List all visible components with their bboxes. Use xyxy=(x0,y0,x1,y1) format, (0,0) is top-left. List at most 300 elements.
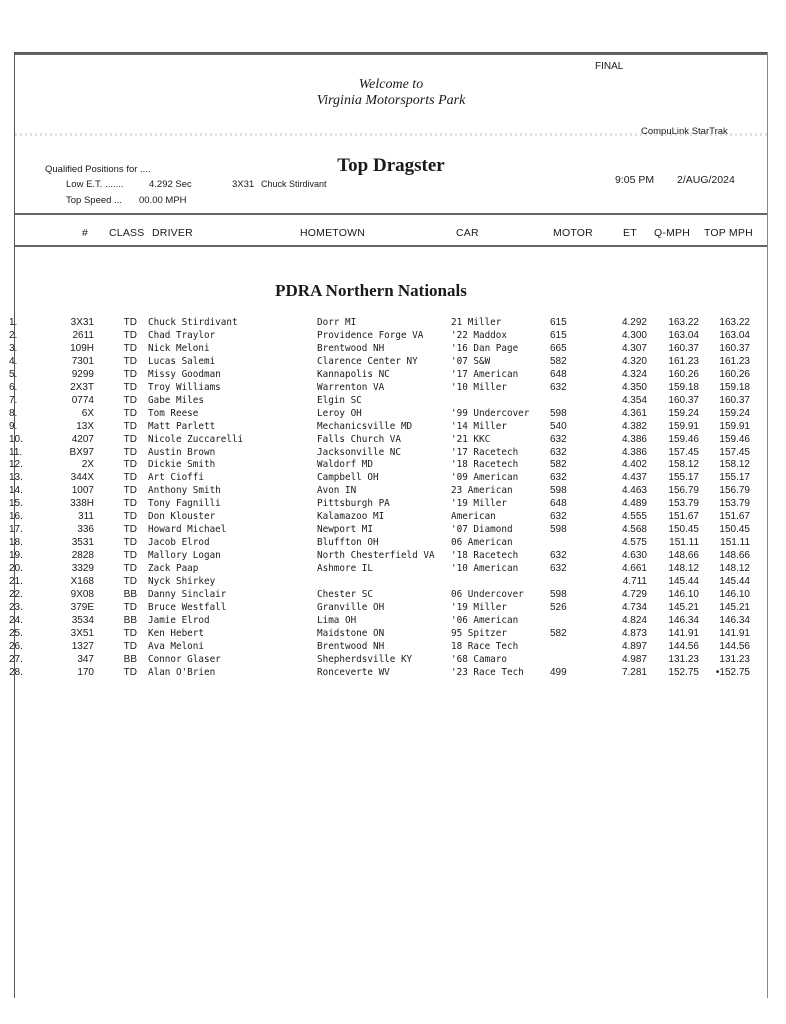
cell-car: 06 American xyxy=(451,537,513,549)
cell-class: TD xyxy=(123,524,137,536)
cell-car-number: 1007 xyxy=(71,485,94,497)
cell-qmph: 152.75 xyxy=(668,666,699,678)
cell-top-mph: 163.04 xyxy=(719,329,750,341)
cell-position: 14. xyxy=(9,485,23,497)
cell-motor: 540 xyxy=(550,420,567,432)
cell-position: 21. xyxy=(9,576,23,587)
cell-driver: Nick Meloni xyxy=(148,342,210,354)
cell-et: 4.300 xyxy=(621,329,647,341)
cell-qmph: 156.79 xyxy=(668,485,699,497)
col-num: # xyxy=(82,227,89,239)
category-title: Top Dragster xyxy=(337,155,445,176)
cell-et: 4.402 xyxy=(621,459,647,471)
cell-motor: 598 xyxy=(550,588,567,600)
cell-driver: Howard Michael xyxy=(148,524,227,536)
cell-position: 17. xyxy=(9,524,23,536)
cell-car: '18 Racetech xyxy=(451,550,519,562)
cell-position: 11. xyxy=(9,446,23,458)
top-speed-label: Top Speed ... xyxy=(66,195,122,206)
cell-driver: Austin Brown xyxy=(148,446,216,458)
cell-hometown: Maidstone ON xyxy=(317,627,385,639)
cell-qmph: 157.45 xyxy=(668,446,699,458)
cell-hometown: Ashmore IL xyxy=(317,563,373,575)
cell-driver: Dickie Smith xyxy=(148,459,216,471)
cell-top-mph: 146.34 xyxy=(719,614,750,626)
cell-driver: Danny Sinclair xyxy=(148,588,227,600)
cell-car-number: 2X3T xyxy=(70,381,94,393)
cell-hometown: Newport MI xyxy=(317,524,373,536)
cell-car-number: 1327 xyxy=(71,640,94,652)
cell-car-number: 3531 xyxy=(71,537,94,549)
cell-position: 24. xyxy=(9,614,23,626)
cell-car: 18 Race Tech xyxy=(451,640,519,652)
top-speed-value: 00.00 MPH xyxy=(139,195,187,206)
cell-top-mph: 146.10 xyxy=(719,588,750,600)
cell-motor: 526 xyxy=(550,601,567,613)
cell-qmph: 159.46 xyxy=(668,433,699,445)
report-date: 2/AUG/2024 xyxy=(677,174,735,186)
cell-driver: Alan O'Brien xyxy=(148,666,216,678)
cell-car-number: 6X xyxy=(81,407,94,419)
cell-et: 4.873 xyxy=(621,627,647,639)
cell-motor: 598 xyxy=(550,485,567,497)
cell-hometown: Lima OH xyxy=(317,614,357,626)
cell-class: TD xyxy=(123,640,137,652)
cell-class: TD xyxy=(123,563,137,575)
cell-top-mph: 159.46 xyxy=(719,433,750,445)
cell-position: 20. xyxy=(9,563,23,575)
cell-et: 4.292 xyxy=(621,317,647,328)
cell-car: '99 Undercover xyxy=(451,407,530,419)
cell-top-mph: 156.79 xyxy=(719,485,750,497)
cell-car-number: 347 xyxy=(77,653,94,665)
cell-top-mph: 145.21 xyxy=(719,601,750,613)
top-rule xyxy=(15,53,767,55)
cell-top-mph: 159.91 xyxy=(719,420,750,432)
cell-class: TD xyxy=(123,317,137,328)
cell-qmph: 155.17 xyxy=(668,472,699,484)
cell-driver: Connor Glaser xyxy=(148,653,221,665)
table-row xyxy=(9,588,767,601)
col-class: CLASS xyxy=(109,227,145,239)
cell-hometown: Kannapolis NC xyxy=(317,368,390,380)
cell-position: 7. xyxy=(9,394,18,406)
cell-motor: 499 xyxy=(550,666,567,678)
cell-class: TD xyxy=(123,368,137,380)
cell-driver: Tom Reese xyxy=(148,407,199,419)
cell-qmph: 159.18 xyxy=(668,381,699,393)
cell-class: TD xyxy=(123,498,137,510)
cell-motor: 632 xyxy=(550,472,567,484)
cell-car: American xyxy=(451,511,496,523)
cell-hometown: Ronceverte WV xyxy=(317,666,390,678)
table-row xyxy=(9,653,767,666)
col-hometown: HOMETOWN xyxy=(300,227,365,239)
table-row xyxy=(9,446,767,459)
cell-et: 4.324 xyxy=(621,368,647,380)
cell-class: TD xyxy=(123,446,137,458)
cell-car-number: 4207 xyxy=(71,433,94,445)
cell-qmph: 159.24 xyxy=(668,407,699,419)
cell-car-number: 379E xyxy=(70,601,94,613)
cell-top-mph: 163.22 xyxy=(719,317,750,328)
col-topmph: TOP MPH xyxy=(704,227,753,239)
cell-et: 4.437 xyxy=(621,472,647,484)
cell-car-number: 13X xyxy=(76,420,94,432)
cell-qmph: 141.91 xyxy=(668,627,699,639)
cell-driver: Matt Parlett xyxy=(148,420,216,432)
cell-motor: 598 xyxy=(550,407,567,419)
cell-car: '16 Dan Page xyxy=(451,342,519,354)
cell-driver: Jacob Elrod xyxy=(148,537,210,549)
cell-top-mph: 160.37 xyxy=(719,394,750,406)
cell-hometown: Elgin SC xyxy=(317,394,362,406)
col-car: CAR xyxy=(456,227,479,239)
qualified-label: Qualified Positions for .... xyxy=(45,164,151,175)
cell-et: 4.489 xyxy=(621,498,647,510)
cell-car-number: BX97 xyxy=(69,446,94,458)
cell-et: 4.386 xyxy=(621,446,647,458)
low-et-driver: Chuck Stirdivant xyxy=(261,179,327,189)
cell-class: TD xyxy=(123,627,137,639)
cell-hometown: Clarence Center NY xyxy=(317,355,418,367)
cell-hometown: Granville OH xyxy=(317,601,385,613)
cell-position: 6. xyxy=(9,381,18,393)
cell-hometown: Falls Church VA xyxy=(317,433,401,445)
cell-hometown: Mechanicsville MD xyxy=(317,420,413,432)
cell-hometown: Providence Forge VA xyxy=(317,329,424,341)
cell-class: TD xyxy=(123,485,137,497)
table-row xyxy=(9,627,767,640)
cell-top-mph: 155.17 xyxy=(719,472,750,484)
cell-car-number: X168 xyxy=(70,576,94,587)
cell-qmph: 151.11 xyxy=(669,537,699,549)
low-et-value: 4.292 Sec xyxy=(149,179,192,190)
low-et-label: Low E.T. ....... xyxy=(66,179,124,190)
cell-top-mph: 145.44 xyxy=(719,576,750,587)
cell-position: 8. xyxy=(9,407,18,419)
cell-hometown: Pittsburgh PA xyxy=(317,498,390,510)
table-row xyxy=(9,420,767,433)
cell-motor: 582 xyxy=(550,459,567,471)
cell-class: TD xyxy=(123,601,137,613)
table-row xyxy=(9,511,767,523)
cell-driver: Art Cioffi xyxy=(148,472,204,484)
cell-top-mph: 159.24 xyxy=(719,407,750,419)
cell-position: 19. xyxy=(9,550,23,562)
cell-class: TD xyxy=(123,433,137,445)
cell-driver: Mallory Logan xyxy=(148,550,221,562)
cell-position: 1. xyxy=(9,317,18,328)
cell-car-number: 3534 xyxy=(71,614,94,626)
cell-car: '68 Camaro xyxy=(451,653,507,665)
track-name: Virginia Motorsports Park xyxy=(316,93,466,108)
cell-driver: Jamie Elrod xyxy=(148,614,210,626)
cell-qmph: 163.04 xyxy=(668,329,699,341)
cell-et: 4.987 xyxy=(621,653,647,665)
cell-position: 25. xyxy=(9,627,23,639)
cell-position: 9. xyxy=(9,420,18,432)
cell-motor: 632 xyxy=(550,433,567,445)
col-et: ET xyxy=(623,227,637,239)
cell-car: '09 American xyxy=(451,472,519,484)
cell-class: TD xyxy=(123,381,137,393)
cell-car: '10 Miller xyxy=(451,381,507,393)
cell-car-number: 311 xyxy=(78,511,94,523)
cell-hometown: Warrenton VA xyxy=(317,381,385,393)
cell-top-mph: 141.91 xyxy=(719,627,750,639)
table-row xyxy=(9,485,767,497)
low-et-car: 3X31 xyxy=(232,179,255,190)
cell-position: 23. xyxy=(9,601,23,613)
cell-top-mph: 148.66 xyxy=(719,550,750,562)
cell-driver: Don Klouster xyxy=(148,511,216,523)
cell-qmph: 148.66 xyxy=(668,550,699,562)
cell-top-mph: 150.45 xyxy=(719,524,750,536)
event-title: PDRA Northern Nationals xyxy=(275,281,467,300)
results-sheet xyxy=(9,52,768,998)
cell-motor: 615 xyxy=(550,317,567,328)
cell-qmph: 146.10 xyxy=(668,588,699,600)
cell-driver: Nyck Shirkey xyxy=(148,576,216,587)
cell-top-mph: •152.75 xyxy=(715,666,750,678)
cell-qmph: 148.12 xyxy=(668,563,699,575)
table-row xyxy=(9,614,767,627)
cell-position: 16. xyxy=(9,511,23,523)
cell-et: 4.382 xyxy=(621,420,647,432)
cell-class: TD xyxy=(123,420,137,432)
cell-hometown: Dorr MI xyxy=(317,317,357,328)
cell-position: 3. xyxy=(9,342,18,354)
cell-qmph: 150.45 xyxy=(668,524,699,536)
cell-et: 4.661 xyxy=(621,563,647,575)
cell-car: '07 Diamond xyxy=(451,524,513,536)
cell-driver: Ava Meloni xyxy=(148,640,204,652)
cell-car: '06 American xyxy=(451,614,519,626)
cell-car: 23 American xyxy=(451,485,513,497)
cell-hometown: Campbell OH xyxy=(317,472,379,484)
table-row xyxy=(9,601,767,614)
cell-car: '22 Maddox xyxy=(451,329,507,341)
table-row xyxy=(9,640,767,653)
cell-motor: 632 xyxy=(550,511,567,523)
cell-driver: Tony Fagnilli xyxy=(148,498,221,510)
cell-car: '21 KKC xyxy=(451,433,491,445)
cell-position: 4. xyxy=(9,355,18,367)
cell-car-number: 2828 xyxy=(71,550,94,562)
table-row xyxy=(9,355,767,368)
cell-car: 06 Undercover xyxy=(451,588,524,600)
cell-car-number: 344X xyxy=(70,472,94,484)
cell-class: TD xyxy=(123,394,137,406)
cell-hometown: Leroy OH xyxy=(317,407,362,419)
cell-top-mph: 161.23 xyxy=(719,355,750,367)
cell-driver: Zack Paap xyxy=(148,563,199,575)
cell-qmph: 145.44 xyxy=(668,576,699,587)
brand-label: CompuLink StarTrak xyxy=(641,126,728,137)
cell-class: TD xyxy=(123,537,137,549)
cell-car-number: 3329 xyxy=(71,563,94,575)
cell-position: 10. xyxy=(9,433,23,445)
cell-driver: Bruce Westfall xyxy=(148,601,227,613)
cell-top-mph: 153.79 xyxy=(719,498,750,510)
cell-motor: 598 xyxy=(550,524,567,536)
cell-top-mph: 148.12 xyxy=(719,563,750,575)
cell-car: '17 American xyxy=(451,368,519,380)
cell-class: TD xyxy=(123,576,137,587)
cell-motor: 582 xyxy=(550,627,567,639)
table-row xyxy=(9,381,767,394)
cell-car: '19 Miller xyxy=(451,601,507,613)
cell-position: 5. xyxy=(9,368,18,380)
cell-motor: 648 xyxy=(550,498,567,510)
cell-hometown: Brentwood NH xyxy=(317,640,385,652)
cell-et: 4.575 xyxy=(621,537,647,549)
cell-et: 7.281 xyxy=(621,666,647,678)
col-qmph: Q-MPH xyxy=(654,227,690,239)
cell-qmph: 160.37 xyxy=(668,394,699,406)
cell-top-mph: 160.26 xyxy=(719,368,750,380)
col-driver: DRIVER xyxy=(152,227,193,239)
cell-position: 2. xyxy=(9,329,18,341)
cell-qmph: 160.26 xyxy=(668,368,699,380)
cell-et: 4.897 xyxy=(621,640,647,652)
cell-qmph: 153.79 xyxy=(668,498,699,510)
cell-hometown: Chester SC xyxy=(317,588,373,600)
cell-et: 4.729 xyxy=(621,588,647,600)
cell-qmph: 161.23 xyxy=(668,355,699,367)
cell-qmph: 146.34 xyxy=(668,614,699,626)
cell-qmph: 158.12 xyxy=(668,459,699,471)
cell-et: 4.350 xyxy=(621,381,647,393)
cell-et: 4.824 xyxy=(621,614,647,626)
cell-hometown: Shepherdsville KY xyxy=(317,653,413,665)
cell-top-mph: 151.67 xyxy=(719,511,750,523)
cell-hometown: Bluffton OH xyxy=(317,537,379,549)
cell-top-mph: 131.23 xyxy=(719,653,750,665)
cell-car-number: 3X51 xyxy=(70,627,94,639)
cell-class: TD xyxy=(123,342,137,354)
cell-driver: Missy Goodman xyxy=(148,368,221,380)
cell-et: 4.568 xyxy=(621,524,647,536)
table-row xyxy=(9,459,767,471)
cell-car: '19 Miller xyxy=(451,498,507,510)
cell-hometown: Jacksonville NC xyxy=(317,446,401,458)
table-row xyxy=(9,666,767,679)
cell-position: 22. xyxy=(9,588,23,600)
cell-motor: 632 xyxy=(550,550,567,562)
cell-motor: 648 xyxy=(550,368,567,380)
cell-et: 4.307 xyxy=(621,342,647,354)
cell-top-mph: 160.37 xyxy=(719,342,750,354)
cell-driver: Chuck Stirdivant xyxy=(148,317,238,328)
cell-top-mph: 159.18 xyxy=(719,381,750,393)
cell-position: 13. xyxy=(9,472,23,484)
cell-class: BB xyxy=(123,588,137,600)
table-row xyxy=(9,342,767,355)
cell-hometown: North Chesterfield VA xyxy=(317,550,435,562)
table-row xyxy=(9,368,767,381)
cell-driver: Ken Hebert xyxy=(148,627,204,639)
cell-hometown: Brentwood NH xyxy=(317,342,385,354)
cell-hometown: Kalamazoo MI xyxy=(317,511,385,523)
cell-position: 28. xyxy=(9,666,23,678)
cell-qmph: 131.23 xyxy=(668,653,699,665)
cell-car-number: 338H xyxy=(70,498,94,510)
cell-top-mph: 151.11 xyxy=(720,537,750,549)
cell-car-number: 3X31 xyxy=(70,317,94,328)
cell-car-number: 109H xyxy=(70,342,94,354)
table-row xyxy=(9,563,767,575)
cell-motor: 582 xyxy=(550,355,567,367)
cell-driver: Nicole Zuccarelli xyxy=(148,433,244,445)
cell-class: TD xyxy=(123,355,137,367)
cell-driver: Anthony Smith xyxy=(148,485,221,497)
cell-et: 4.386 xyxy=(621,433,647,445)
cell-qmph: 160.37 xyxy=(668,342,699,354)
table-row xyxy=(9,537,767,549)
cell-motor: 665 xyxy=(550,342,567,354)
cell-car-number: 2611 xyxy=(72,329,94,341)
cell-car: '23 Race Tech xyxy=(451,666,524,678)
table-row xyxy=(9,524,767,536)
cell-hometown: Avon IN xyxy=(317,485,357,497)
table-row xyxy=(9,550,767,562)
col-motor: MOTOR xyxy=(553,227,593,239)
cell-et: 4.320 xyxy=(621,355,647,367)
table-row xyxy=(9,433,767,446)
cell-class: TD xyxy=(123,666,137,678)
cell-driver: Chad Traylor xyxy=(148,329,216,341)
cell-car: '07 S&W xyxy=(451,355,491,367)
table-row xyxy=(9,329,767,342)
cell-driver: Gabe Miles xyxy=(148,394,204,406)
cell-car: 95 Spitzer xyxy=(451,627,507,639)
cell-car: '18 Racetech xyxy=(451,459,519,471)
cell-qmph: 163.22 xyxy=(668,317,699,328)
column-rule xyxy=(15,245,767,247)
cell-et: 4.711 xyxy=(622,576,647,587)
cell-position: 12. xyxy=(9,459,23,471)
cell-position: 15. xyxy=(9,498,23,510)
final-status: FINAL xyxy=(595,61,624,72)
cell-class: TD xyxy=(123,472,137,484)
cell-et: 4.555 xyxy=(621,511,647,523)
cell-top-mph: 158.12 xyxy=(719,459,750,471)
table-row xyxy=(9,407,767,420)
cell-class: TD xyxy=(123,459,137,471)
cell-car: '14 Miller xyxy=(451,420,507,432)
table-row xyxy=(9,498,767,510)
cell-position: 26. xyxy=(9,640,23,652)
cell-motor: 632 xyxy=(550,381,567,393)
cell-car-number: 9X08 xyxy=(70,588,94,600)
welcome-line-1: Welcome to xyxy=(358,77,424,92)
cell-top-mph: 157.45 xyxy=(719,446,750,458)
cell-car-number: 9299 xyxy=(71,368,94,380)
cell-motor: 632 xyxy=(550,446,567,458)
cell-et: 4.361 xyxy=(621,407,647,419)
cell-car-number: 2X xyxy=(81,459,94,471)
cell-class: TD xyxy=(123,550,137,562)
cell-qmph: 144.56 xyxy=(668,640,699,652)
header-rule xyxy=(15,213,767,215)
table-row xyxy=(9,317,767,329)
cell-class: BB xyxy=(123,614,137,626)
cell-et: 4.463 xyxy=(621,485,647,497)
table-row xyxy=(9,472,767,484)
cell-car: '17 Racetech xyxy=(451,446,519,458)
